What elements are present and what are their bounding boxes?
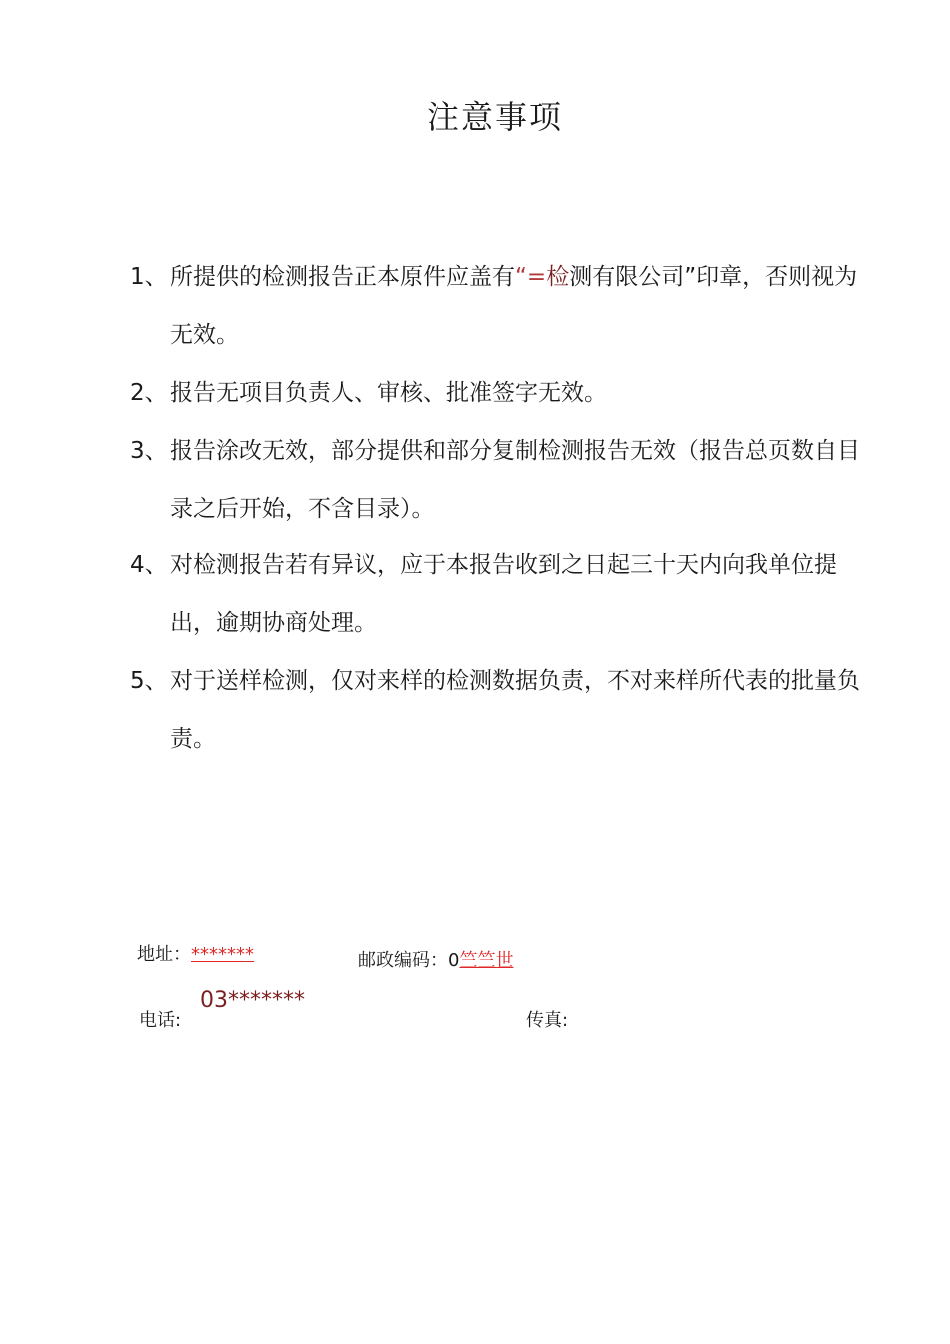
item-number: 4、 [130, 552, 168, 578]
address-row [137, 940, 254, 966]
stamp-char: 检 [546, 264, 570, 290]
item-text: 报告无项目负责人、审核、批准签字无效。 [170, 380, 607, 406]
notice-item-4 [130, 536, 860, 652]
address-value: ******* [191, 944, 254, 965]
item-number: 3、 [130, 438, 168, 464]
item-text-pre: 所提供的检测报告正本原件应盖有 [170, 264, 515, 290]
postcode-label: 邮政编码： [358, 950, 448, 971]
item-number: 1、 [130, 264, 168, 290]
fax-label: 传真: [526, 1010, 569, 1031]
item-number: 5、 [130, 668, 168, 694]
item-text: 报告涂改无效，部分提供和部分复制检测报告无效（报告总页数自目录之后开始，不含目录）。 [170, 438, 860, 522]
notice-item-5 [130, 652, 860, 768]
quote-mark: “= [515, 264, 547, 290]
postcode-prefix: 0 [448, 950, 460, 971]
page-title: 注意事项 [426, 98, 563, 136]
item-number: 2、 [130, 380, 168, 406]
address-label: 地址： [137, 944, 191, 965]
postcode-row [358, 946, 513, 972]
phone-value: 03******* [200, 988, 305, 1013]
phone-label: 电话: [139, 1010, 182, 1031]
notice-item-3 [130, 422, 860, 538]
item-text: 对于送样检测，仅对来样的检测数据负责，不对来样所代表的批量负责。 [170, 668, 860, 752]
item-text-post: 测有限公司”印章，否则视为无效。 [170, 264, 858, 348]
item-text: 对检测报告若有异议，应于本报告收到之日起三十天内向我单位提出，逾期协商处理。 [170, 552, 837, 636]
notice-item-1 [130, 248, 860, 364]
notice-item-2 [130, 364, 860, 422]
item-text [130, 248, 860, 364]
postcode-value: 竺竺世 [459, 950, 514, 971]
